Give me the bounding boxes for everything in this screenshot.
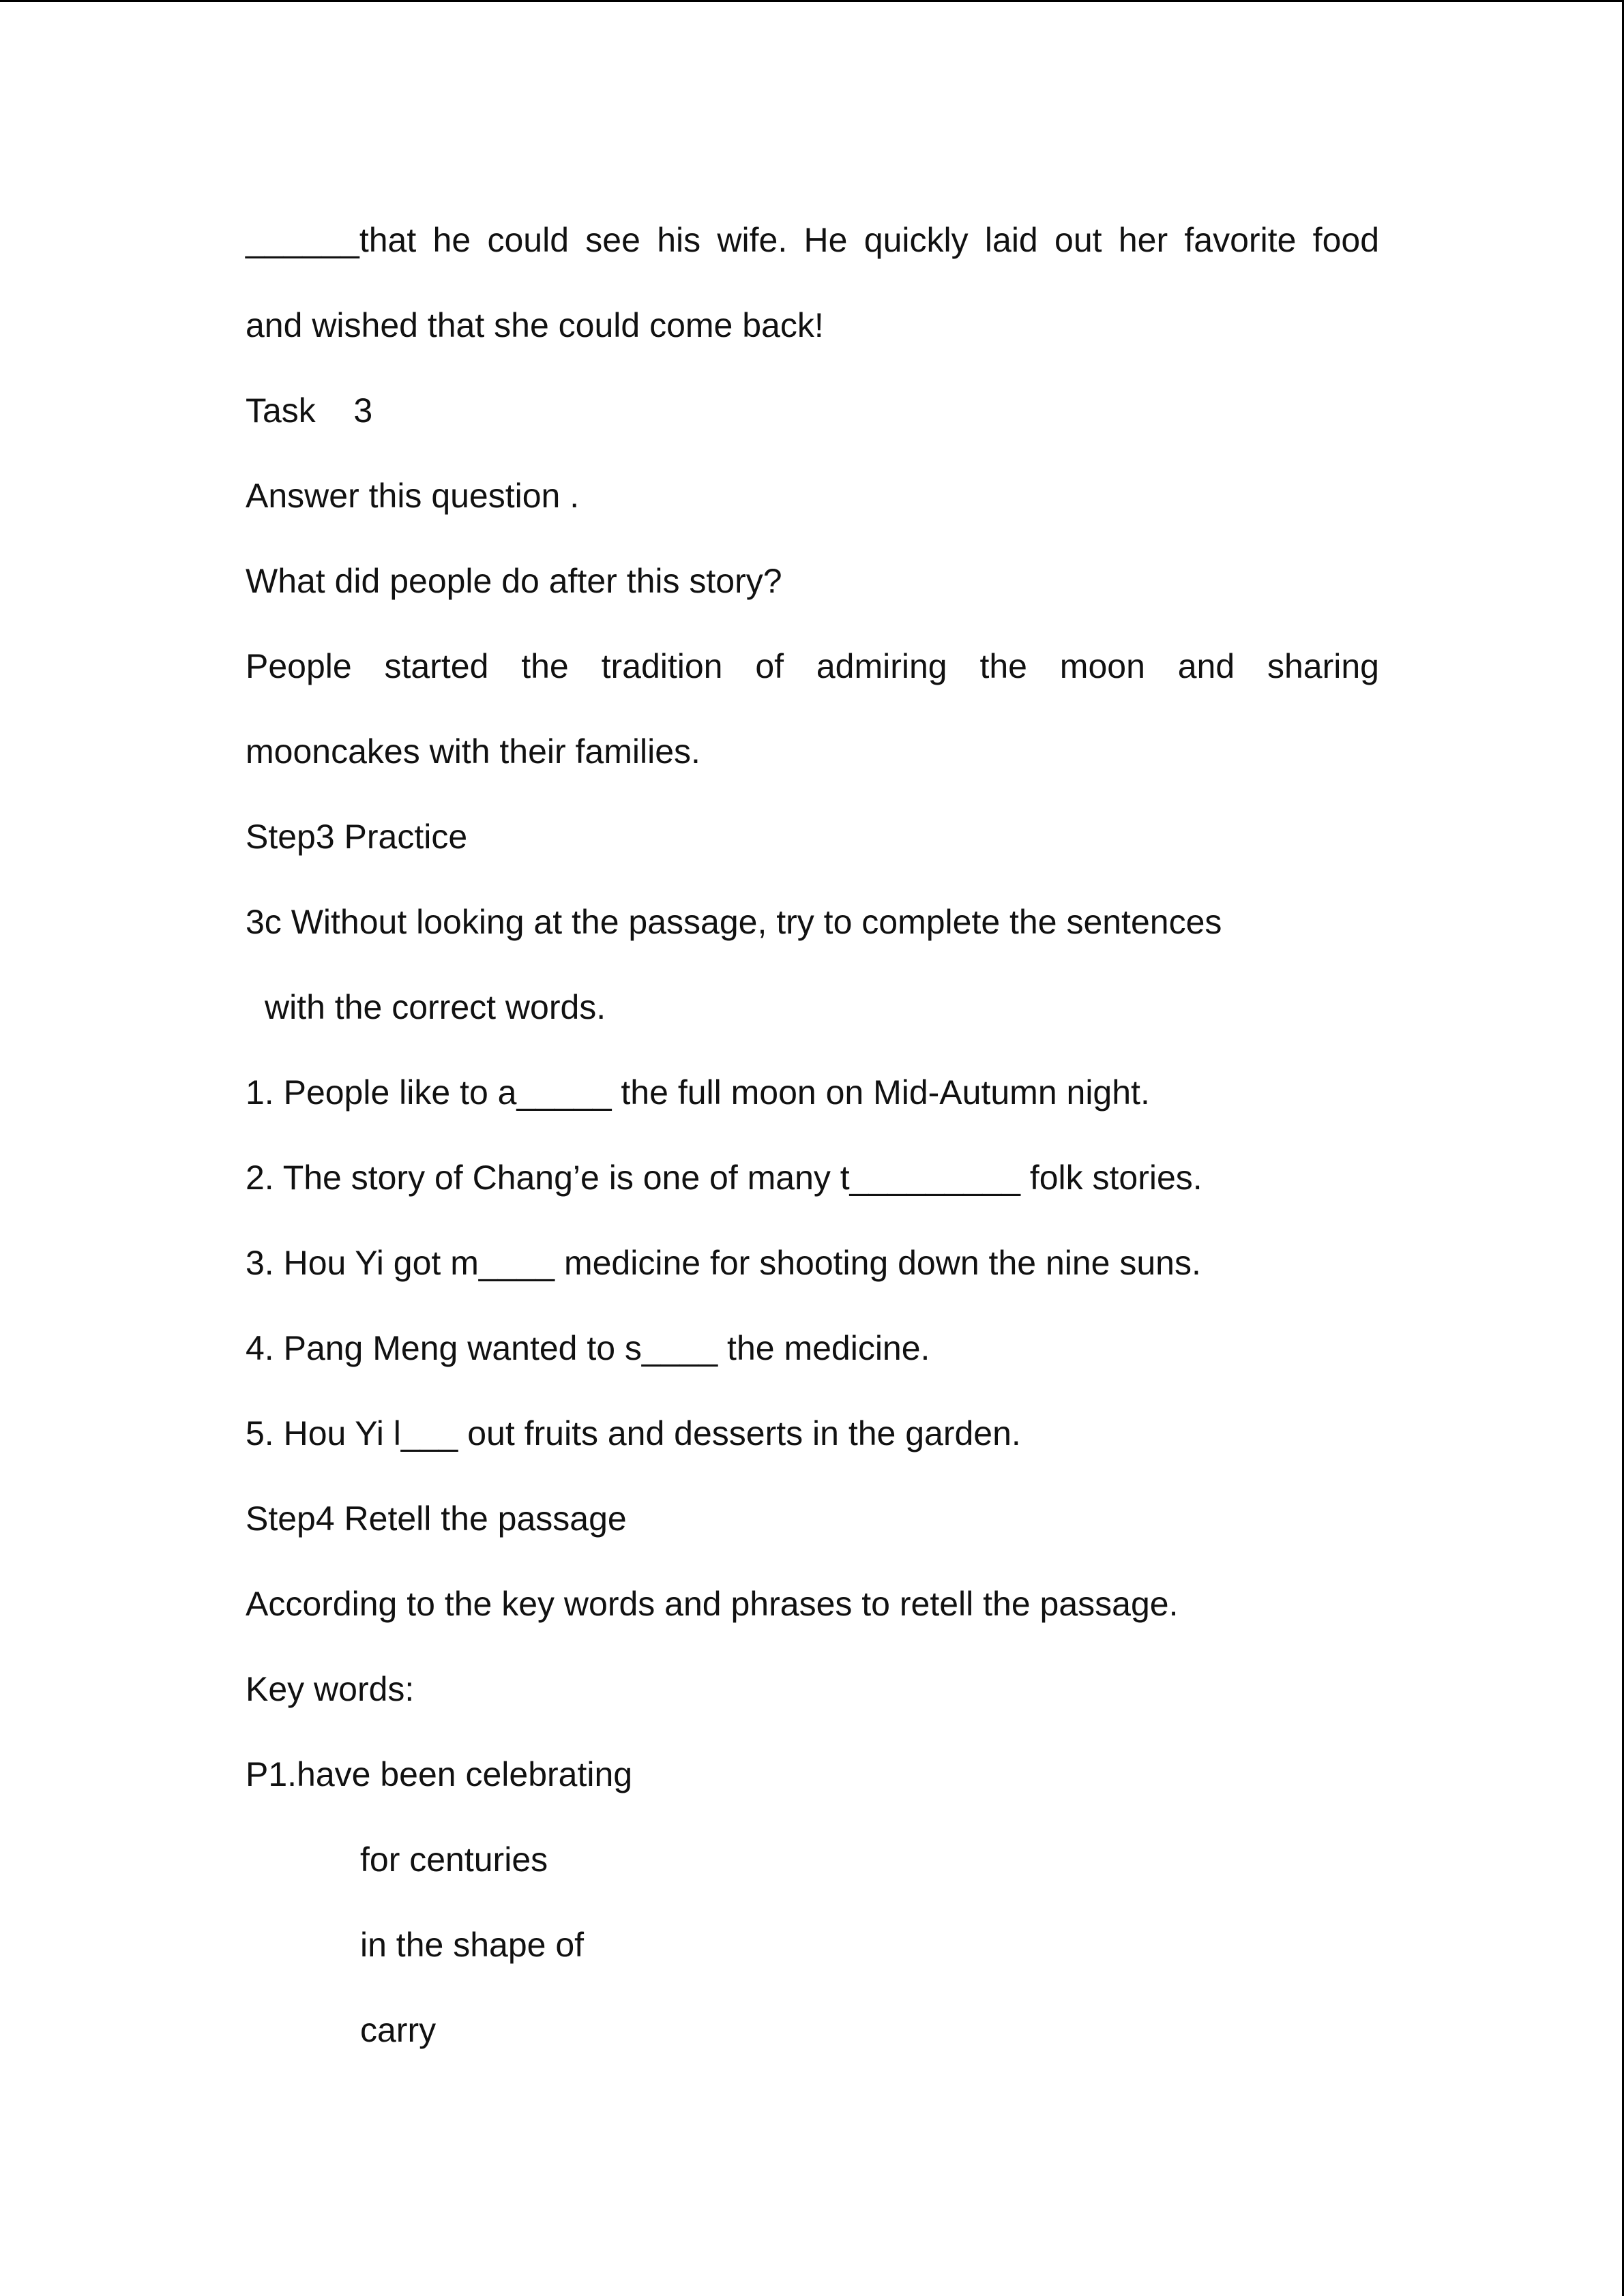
step3-heading: Step3 Practice <box>246 818 468 856</box>
step4-heading: Step4 Retell the passage <box>246 1500 627 1538</box>
exercise-item-5: 5. Hou Yi l___ out fruits and desserts in the garden. <box>246 1414 1021 1452</box>
passage-line-2: and wished that she could come back! <box>246 306 824 344</box>
key-phrase-p1: P1.have been celebrating <box>246 1755 633 1793</box>
task-instruction: Answer this question . <box>246 477 580 515</box>
top-border-line <box>0 0 1624 2</box>
exercise-3c-instruction-line-1: 3c Without looking at the passage, try to complete the sentences <box>246 903 1222 941</box>
task-heading: Task 3 <box>246 391 373 430</box>
question-text: What did people do after this story? <box>246 562 782 600</box>
retell-instruction: According to the key words and phrases to retell the passage. <box>246 1585 1179 1623</box>
answer-line-2: mooncakes with their families. <box>246 732 700 771</box>
key-phrase-item: carry <box>360 2011 437 2049</box>
key-phrase-item: for centuries <box>360 1840 548 1879</box>
exercise-item-2: 2. The story of Chang’e is one of many t_________ folk stories. <box>246 1159 1202 1197</box>
exercise-item-3: 3. Hou Yi got m____ medicine for shooting down the nine suns. <box>246 1244 1201 1282</box>
passage-line-1: ______that he could see his wife. He quickly laid out her favorite food <box>246 221 1379 259</box>
exercise-item-4: 4. Pang Meng wanted to s____ the medicine. <box>246 1329 930 1367</box>
exercise-item-1: 1. People like to a_____ the full moon on Mid-Autumn night. <box>246 1073 1150 1112</box>
key-words-label: Key words: <box>246 1670 415 1708</box>
answer-line-1: People started the tradition of admiring the moon and sharing <box>246 647 1379 685</box>
key-phrase-item: in the shape of <box>360 1926 585 1964</box>
exercise-3c-instruction-line-2: with the correct words. <box>265 988 606 1026</box>
